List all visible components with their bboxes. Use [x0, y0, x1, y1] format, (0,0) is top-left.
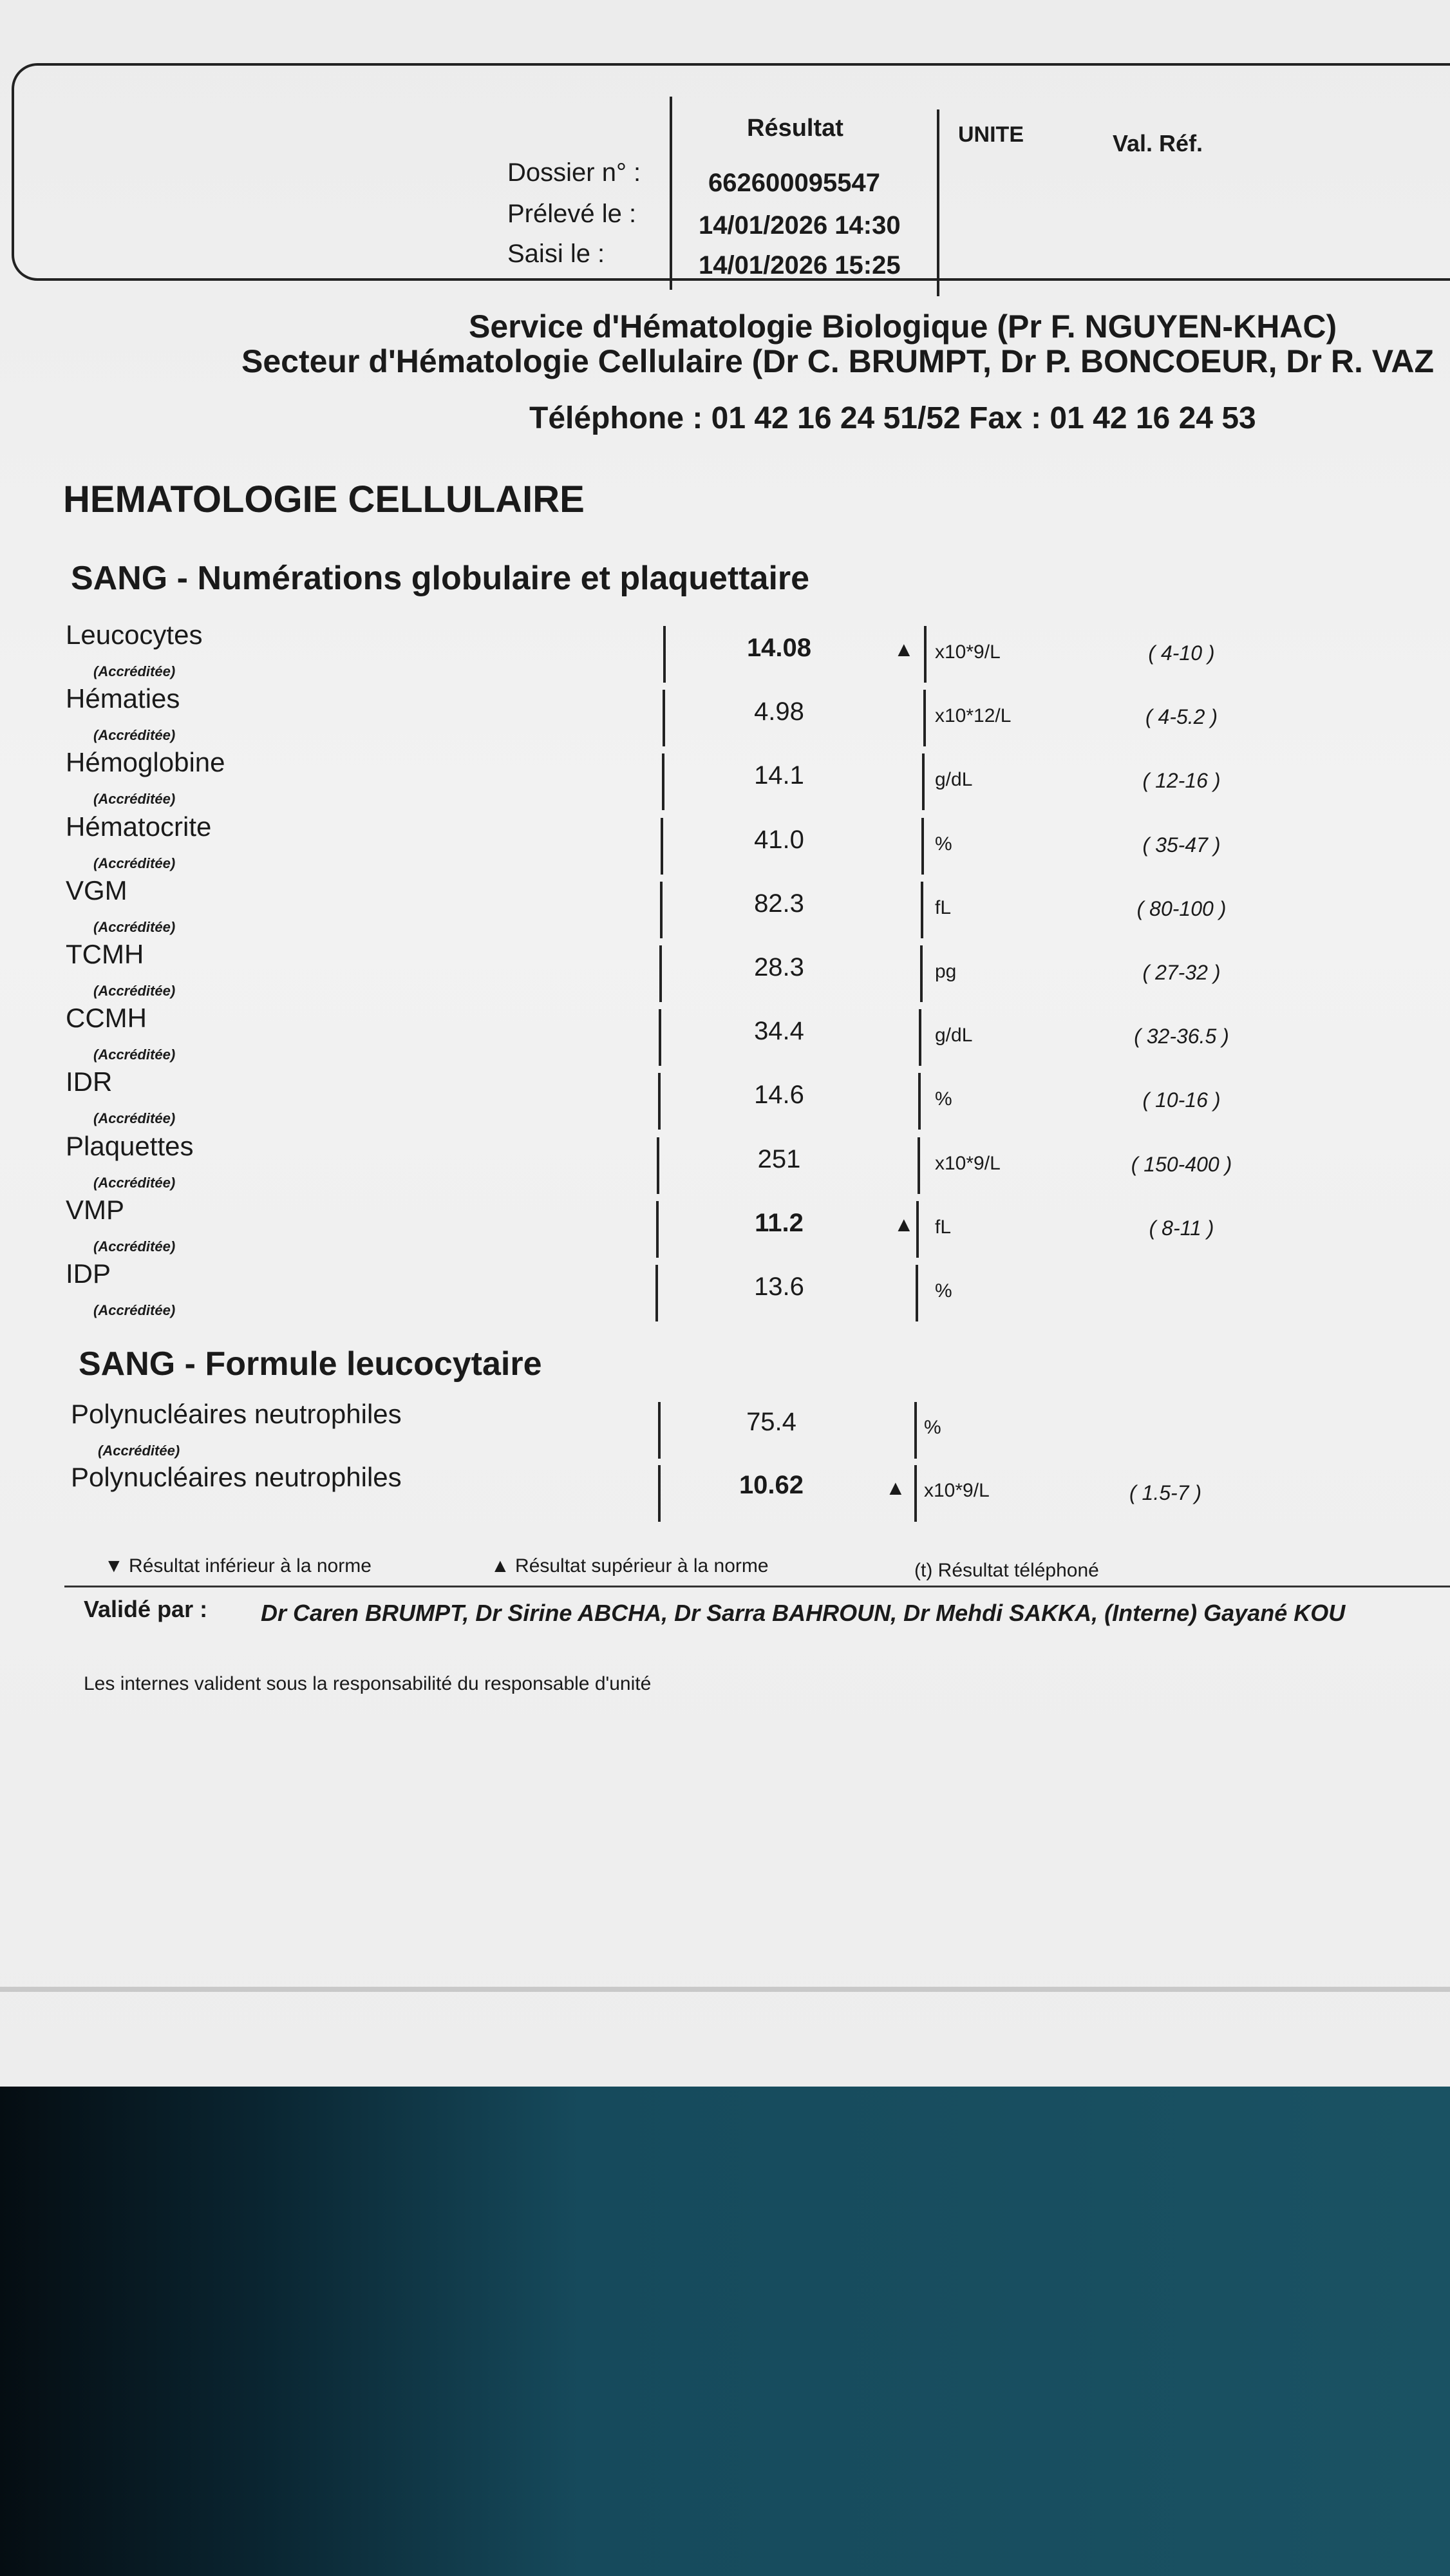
interns-note: Les internes valident sous la responsabilité du responsable d'unité [84, 1673, 652, 1694]
test-name: VGM [66, 875, 127, 905]
sector-title: Secteur d'Hématologie Cellulaire (Dr C. BRUMPT, Dr P. BONCOEUR, Dr R. VAZ [241, 343, 1435, 379]
saisi-date: 14/01/2026 15:25 [699, 251, 901, 279]
result-value: 28.3 [754, 953, 804, 981]
unit-column-header: UNITE [958, 122, 1024, 147]
accreditation-mark: (Accréditée) [98, 1443, 180, 1459]
accreditation-mark: (Accréditée) [93, 983, 176, 999]
contact-line: Téléphone : 01 42 16 24 51/52 Fax : 01 42 16 24 53 [529, 401, 1256, 435]
reference-range: ( 35-47 ) [1142, 833, 1221, 857]
footer-rule [64, 1586, 1450, 1587]
unit: % [924, 1417, 941, 1438]
legend-phoned: (t) Résultat téléphoné [914, 1560, 1099, 1581]
result-value: 82.3 [754, 889, 804, 918]
test-name: CCMH [66, 1003, 147, 1034]
reference-range: ( 8-11 ) [1149, 1216, 1214, 1240]
column-separator [658, 1465, 661, 1522]
unit: g/dL [935, 1025, 973, 1046]
result-value: 41.0 [754, 825, 804, 854]
dossier-label: Dossier n° : [507, 158, 641, 187]
column-separator [663, 626, 666, 683]
unit-separator [923, 690, 926, 746]
result-value: 4.98 [754, 697, 804, 726]
dossier-number: 662600095547 [708, 169, 880, 197]
ref-column-header: Val. Réf. [1113, 130, 1203, 156]
validation-label: Validé par : [84, 1596, 208, 1622]
accreditation-mark: (Accréditée) [93, 1174, 176, 1191]
background-surface [0, 2087, 1450, 2576]
column-separator [663, 690, 665, 746]
section-title: HEMATOLOGIE CELLULAIRE [63, 478, 585, 520]
reference-range: ( 32-36.5 ) [1134, 1025, 1229, 1048]
result-value: 251 [757, 1144, 801, 1173]
accreditation-mark: (Accréditée) [93, 791, 176, 808]
unit-separator [918, 1073, 921, 1130]
result-value: 34.4 [754, 1017, 804, 1046]
high-flag-icon: ▲ [894, 638, 914, 661]
preleve-label: Prélevé le : [507, 200, 637, 228]
column-separator [657, 1137, 659, 1194]
formule-title: SANG - Formule leucocytaire [79, 1345, 542, 1383]
test-name: IDP [66, 1258, 111, 1289]
column-separator [658, 1402, 661, 1459]
unit-separator [921, 882, 923, 938]
unit: fL [935, 1216, 952, 1238]
reference-range: ( 4-5.2 ) [1145, 705, 1218, 729]
high-flag-icon: ▲ [885, 1476, 906, 1499]
column-separator [662, 753, 664, 810]
accreditation-mark: (Accréditée) [93, 1302, 176, 1318]
unit: % [935, 833, 952, 855]
result-value: 14.08 [746, 634, 812, 662]
saisi-label: Saisi le : [507, 240, 605, 268]
unit-separator [921, 818, 924, 875]
legend-high: ▲ Résultat supérieur à la norme [491, 1555, 769, 1577]
result-value: 14.6 [754, 1081, 804, 1110]
result-value: 10.62 [739, 1471, 804, 1499]
column-separator [658, 1073, 661, 1130]
unit: x10*9/L [924, 1480, 990, 1501]
reference-range: ( 27-32 ) [1142, 961, 1221, 984]
test-name: Polynucléaires neutrophiles [71, 1399, 402, 1429]
column-separator [656, 1201, 659, 1258]
reference-range: ( 10-16 ) [1142, 1088, 1221, 1112]
validation-names: Dr Caren BRUMPT, Dr Sirine ABCHA, Dr Sarra BAHROUN, Dr Mehdi SAKKA, (Interne) Gayané KOU [261, 1600, 1346, 1626]
unit: g/dL [935, 769, 973, 791]
reference-range: ( 1.5-7 ) [1129, 1481, 1202, 1504]
high-flag-icon: ▲ [894, 1212, 914, 1236]
column-separator [659, 1009, 661, 1066]
unit: fL [935, 896, 952, 918]
unit-separator [920, 945, 923, 1002]
accreditation-mark: (Accréditée) [93, 1110, 176, 1127]
test-name: TCMH [66, 939, 144, 969]
accreditation-mark: (Accréditée) [93, 727, 176, 744]
unit: x10*9/L [935, 1152, 1001, 1174]
test-name: Plaquettes [66, 1130, 194, 1161]
unit: % [935, 1280, 952, 1302]
accreditation-mark: (Accréditée) [93, 1046, 176, 1063]
test-name: Leucocytes [66, 620, 203, 650]
column-separator [660, 882, 663, 938]
unit-separator [919, 1009, 921, 1066]
service-title: Service d'Hématologie Biologique (Pr F. NGUYEN-KHAC) [469, 308, 1337, 345]
page-edge [0, 1987, 1450, 1992]
reference-range: ( 12-16 ) [1142, 769, 1221, 793]
numeration-title: SANG - Numérations globulaire et plaquettaire [71, 560, 810, 597]
reference-range: ( 150-400 ) [1131, 1152, 1232, 1176]
legend-low: ▼ Résultat inférieur à la norme [104, 1555, 372, 1577]
result-value: 14.1 [754, 761, 804, 790]
unit-separator [914, 1465, 917, 1522]
preleve-date: 14/01/2026 14:30 [699, 211, 901, 240]
header-divider [670, 97, 672, 290]
accreditation-mark: (Accréditée) [93, 663, 176, 679]
result-value: 13.6 [754, 1273, 804, 1301]
accreditation-mark: (Accréditée) [93, 1238, 176, 1255]
unit-separator [922, 753, 925, 810]
unit-separator [916, 1201, 919, 1258]
column-separator [655, 1265, 658, 1321]
unit-separator [914, 1402, 917, 1459]
unit-separator [916, 1265, 918, 1321]
result-value: 11.2 [755, 1208, 804, 1237]
reference-range: ( 4-10 ) [1148, 641, 1215, 665]
unit: x10*12/L [935, 705, 1012, 727]
unit: pg [935, 961, 957, 982]
unit-separator [924, 626, 927, 683]
test-name: IDR [66, 1066, 113, 1097]
unit: % [935, 1088, 952, 1110]
unit-separator [918, 1137, 920, 1194]
result-column-header: Résultat [747, 115, 843, 142]
test-name: VMP [66, 1194, 125, 1225]
reference-range: ( 80-100 ) [1136, 896, 1227, 920]
test-name: Hématies [66, 683, 180, 714]
accreditation-mark: (Accréditée) [93, 918, 176, 935]
column-separator [659, 945, 662, 1002]
accreditation-mark: (Accréditée) [93, 855, 176, 871]
test-name: Hématocrite [66, 811, 212, 842]
unit: x10*9/L [935, 641, 1001, 663]
test-name: Polynucléaires neutrophiles [71, 1462, 402, 1492]
result-value: 75.4 [746, 1408, 796, 1436]
column-separator [661, 818, 663, 875]
test-name: Hémoglobine [66, 747, 225, 778]
header-divider [937, 109, 939, 296]
